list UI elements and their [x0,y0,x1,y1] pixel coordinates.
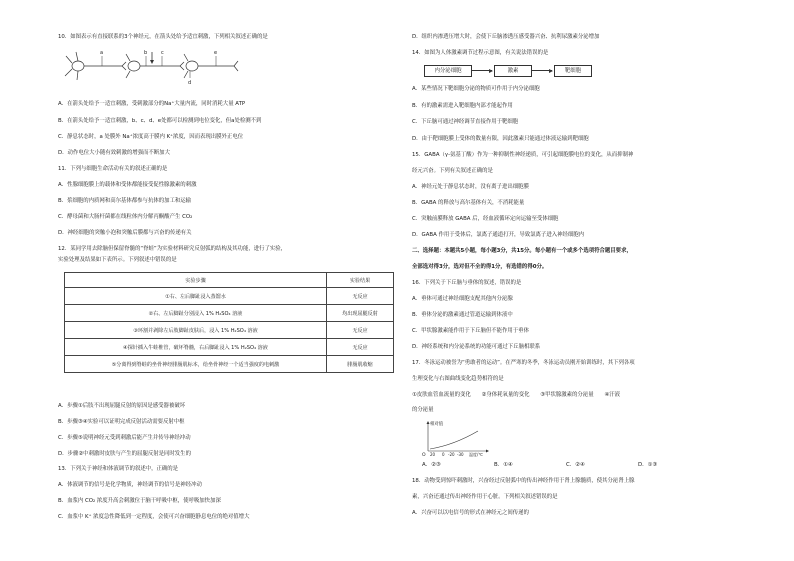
experiment-table [64,272,394,373]
q16-option-c: C．甲状腺激素能作用于下丘脑但不能作用于垂体 [412,328,529,334]
q10-option-c: C．静息状态时，a 处膜外 Na⁺浓度高于膜内 K⁺浓度，因而表现出膜外正电位 [58,134,244,140]
q18-stem-cont: 素，兴奋还通过传出神经作用于心脏。下列相关叙述错误的是 [412,494,558,500]
q17-option-d: D．①③ [638,462,658,468]
q15-option-c: C．突触前膜释放 GABA 后，经血液循环定向运输至受体细胞 [412,216,559,222]
label-c: c [161,50,164,56]
q11-option-b: B．浆细胞的内质网和高尔基体都参与抗体的加工和运输 [58,198,192,204]
label-b: b [144,50,148,56]
graph-xunit: 温度/℃ [469,452,483,457]
graph-tick: 20 [430,452,436,457]
table-cell-result: 无反应 [327,322,394,339]
flow-box-endocrine-cell: 内分泌细胞 [424,65,472,77]
q13-option-d: D．组织内渗透压增大时，会使下丘脑渗透压感受器兴奋、抗利尿激素分泌增加 [412,34,600,40]
q16-option-b: B．垂体分泌的激素通过管道运输到体液中 [412,312,513,318]
q11-stem: 11．下列与细胞生命活动有关的叙述正确的是 [58,166,168,172]
table-row [65,322,394,339]
q16-option-d: D．神经系统和内分泌系统的功能可通过下丘脑相联系 [412,344,541,350]
table-cell-step: ①右、左后脚趾浸入蒸馏水 [65,288,327,305]
table-header-row [65,273,394,288]
table-cell-step: ③环割并剥除左后肢脚趾皮肤后，浸入 1% H₂SO₄ 溶液 [65,322,327,339]
neuron-diagram [62,46,242,86]
q18-stem: 18．动物受到惊吓刺激时，兴奋经过反射弧中的传出神经作用于肾上腺髓质，使其分泌肾上腺 [412,478,635,484]
q11-option-d: D．神经细胞的突触小泡和突触后膜都与兴奋的传递有关 [58,230,192,236]
q14-option-a: A．某些情况下靶细胞分泌的物质可作用于内分泌细胞 [412,86,540,92]
q17-stem: 17．冬泳运动被誉为“勇敢者的运动”。在严寒的冬季，冬泳运动员刚开始训练时，其下列各项 [412,360,635,366]
q13-option-c: C．血浆中 K⁺ 浓度急性降低到一定程度，会使可兴奋细胞静息电位的绝对值增大 [58,514,250,520]
table-cell-step: ②右、左后脚趾分别浸入 1% H₂SO₄ 溶液 [65,305,327,322]
q15-option-d: D．GABA 作用于受体后，氯离子通道打开，导致氯离子进入神经细胞内 [412,232,585,238]
table-row [65,305,394,322]
q16-option-a: A．垂体可通过神经细胞支配其他内分泌腺 [412,296,513,302]
table-header-step: 实验步骤 [65,273,327,288]
q17-stem-cont: 生理变化与右图曲线变化趋势相符的是 [412,376,504,382]
table-cell-result: 腓肠肌收缩 [327,356,394,373]
q18-option-a: A．兴奋可以以电信号的形式在神经元之间传递的 [412,510,529,516]
q14-stem: 14．如图为人体激素调节过程示意图，有关说法错误的是 [412,50,549,56]
left-column [58,0,408,561]
q17-option-c: C．②④ [566,462,585,468]
graph-ylabel: 相对值 [430,422,444,427]
q16-stem: 16．下列关于下丘脑与垂体的叙述，错误的是 [412,280,522,286]
q17-items: ①皮肤血管血流量的变化 ②身体耗氧量的变化 ③甲状腺激素的分泌量 ④汗液 [412,392,621,398]
q17-items-cont: 的分泌量 [412,407,434,413]
section-2-heading: 二、选择题：本题共5小题，每小题3分，共15分。每小题有一个或多个选项符合题目要求， [412,248,632,254]
table-cell-result: 无反应 [327,288,394,305]
q12-stem-cont: 实验处理及结果如下表所示。下列叙述中错误的是 [58,257,177,263]
q11-option-c: C．酵母菌和大肠杆菌都在线粒体内分解丙酮酸产生 CO₂ [58,214,193,220]
label-d: d [188,80,192,86]
graph-origin: O [422,453,426,458]
q17-option-b: B．①④ [494,462,513,468]
q10-option-b: B．在箭头处给予一适宜刺激，b、c、d、e处都可以检测到电位变化，但a处检测不到 [58,118,262,124]
q15-stem: 15．GABA（γ-氨基丁酸）作为一种抑制性神经递质，可引起细胞膜电位的变化，从而抑制神 [412,152,634,158]
table-row [65,339,394,356]
table-row [65,288,394,305]
q15-option-a: A．神经元处于静息状态时，没有离子进出细胞膜 [412,184,529,190]
q13-stem: 13．下列关于神经和体液调节的叙述中，正确的是 [58,466,179,472]
q17-option-a: A．②③ [422,462,441,468]
table-cell-result: 无反应 [327,339,394,356]
graph-tick: -30 [457,452,464,457]
q12-stem: 12．某同学用去除脑但保留脊髓的“脊蛙”为实验材料研究反射弧的结构及其功能，进行了实验， [58,246,287,252]
table-header-result: 实验结果 [327,273,394,288]
right-column [412,0,762,561]
q14-option-d: D．由于靶细胞膜上受体的数量有限，因此激素只能通过体液运输到靶细胞 [412,136,589,142]
q12-option-b: B．步骤③④实验可以证明完成反射活动需要反射中枢 [58,419,185,425]
section-2-heading-cont: 全部选对得3分，选对但不全的得1分，有选错的得0分。 [412,264,548,270]
table-row [65,356,394,373]
flow-arrow-icon [472,70,492,71]
graph-tick: -20 [448,452,455,457]
graph-tick: 0 [442,452,445,457]
q13-option-a: A．体液调节的信号是化学物质，神经调节的信号是神经冲动 [58,482,202,488]
q10-option-a: A．在箭头处给予一适宜刺激，受刺激部分的Na⁺大量内流，同时消耗大量 ATP [58,101,246,107]
q12-option-c: C．步骤⑤说明神经元受到刺激后能产生并传导神经冲动 [58,435,191,441]
table-cell-result: 均出现屈腿反射 [327,305,394,322]
table-cell-step: ④探针插入牛蛙椎管，破坏脊髓，右后脚趾浸入 1% H₂SO₄ 溶液 [65,339,327,356]
q12-option-d: D．步骤②中刺激时皮肤与产生的屈腿反射是同时发生的 [58,451,191,457]
q14-option-b: B．有的激素需进入靶细胞内部才能起作用 [412,103,513,109]
q10-option-d: D．动作电位大小随有效刺激的增强而不断加大 [58,150,170,156]
flow-arrow-icon [532,70,552,71]
q14-option-c: C．下丘脑可通过神经调节直接作用于靶细胞 [412,119,519,125]
q10-stem: 10．如图表示有直接联系的3个神经元，在箭头处给予适宜刺激，下列相关叙述正确的是 [58,34,268,40]
flow-box-hormone: 激素 [494,65,532,77]
label-e: e [214,50,218,56]
label-a: a [100,50,104,56]
q13-option-b: B．血浆内 CO₂ 浓度升高会刺激位于脑干呼吸中枢，使呼吸加快加深 [58,498,221,504]
q12-option-a: A．步骤①后肢不出现屈腿反射的原因是感受器被破坏 [58,403,186,409]
q17-graph [416,419,506,459]
flow-box-target-cell: 靶细胞 [554,65,592,77]
table-cell-step: ⑤分离得到脊蛙的坐骨神经腓肠肌标本，给坐骨神经一个适当强度的电刺激 [65,356,327,373]
q15-option-b: B．GABA 的释放与高尔基体有关，不消耗能量 [412,200,525,206]
q11-option-a: A．性腺细胞膜上的载体和受体都能接受促性腺激素的刺激 [58,182,197,188]
q15-stem-cont: 经元兴奋。下列有关叙述正确的是 [412,168,493,174]
